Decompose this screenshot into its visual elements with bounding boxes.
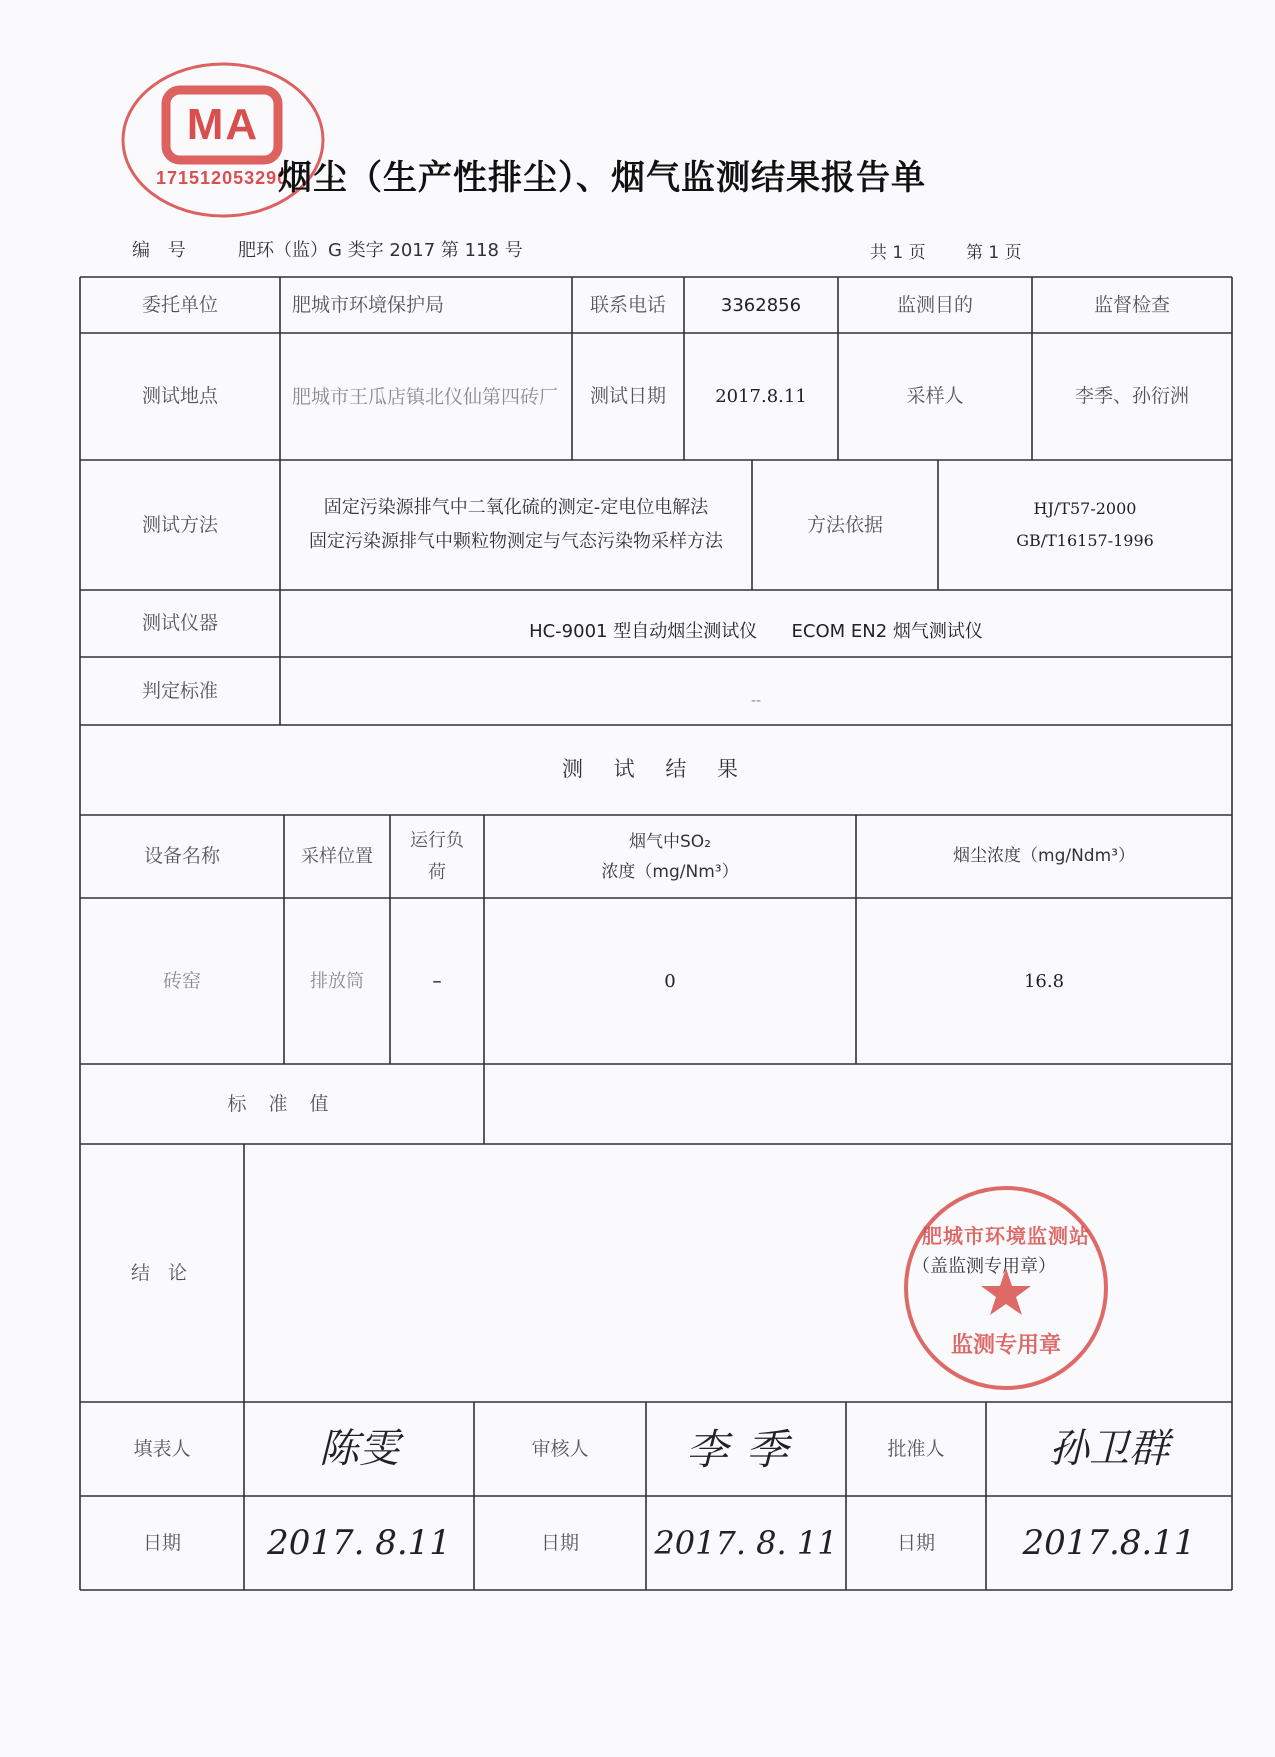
row-device: 砖窑 bbox=[162, 969, 201, 992]
col-device: 设备名称 bbox=[143, 845, 220, 868]
col-so2 bbox=[484, 815, 856, 898]
date-value-3: 2017.8.11 bbox=[1022, 1522, 1196, 1563]
report-number-value: 肥环（监）G 类字 2017 第 118 号 bbox=[238, 240, 523, 261]
phone-value: 3362856 bbox=[720, 294, 802, 316]
instrument-label: 测试仪器 bbox=[141, 612, 218, 635]
row-dust: 16.8 bbox=[1023, 970, 1065, 992]
purpose-label: 监测目的 bbox=[896, 293, 973, 316]
conclusion-label: 结 论 bbox=[130, 1261, 194, 1284]
purpose-value: 监督检查 bbox=[1093, 293, 1170, 316]
client-label: 委托单位 bbox=[141, 293, 218, 316]
total-pages: 共 1 页 bbox=[870, 243, 926, 263]
basis-line-1: HJ/T57-2000 bbox=[1033, 499, 1137, 518]
instrument-value: HC-9001 型自动烟尘测试仪 ECOM EN2 烟气测试仪 bbox=[529, 620, 983, 642]
row-so2: 0 bbox=[664, 970, 676, 992]
basis-line-2: GB/T16157-1996 bbox=[1016, 531, 1154, 550]
row-position: 排放筒 bbox=[310, 970, 364, 992]
site-label: 测试地点 bbox=[141, 385, 218, 408]
seal-note: （盖监测专用章） bbox=[912, 1256, 1056, 1277]
phone-label: 联系电话 bbox=[589, 293, 666, 316]
site-value: 肥城市王瓜店镇北仪仙第四砖厂 bbox=[292, 385, 559, 408]
reviewer-signature: 李季 bbox=[685, 1424, 806, 1474]
basis-values bbox=[938, 460, 1232, 590]
date-label-1: 日期 bbox=[142, 1531, 181, 1554]
cma-stamp-logo: MA bbox=[186, 100, 260, 149]
approver-signature: 孙卫群 bbox=[1049, 1426, 1169, 1472]
col-so2-line-2: 浓度（mg/Nm³） bbox=[601, 861, 739, 882]
filler-signature: 陈雯 bbox=[319, 1426, 399, 1472]
sampler-label: 采样人 bbox=[906, 385, 964, 408]
standard-value: -- bbox=[750, 692, 762, 709]
filler-label: 填表人 bbox=[133, 1437, 191, 1460]
page-title: 烟尘（生产性排尘）、烟气监测结果报告单 bbox=[278, 158, 926, 198]
client-value: 肥城市环境保护局 bbox=[292, 293, 445, 316]
basis-label: 方法依据 bbox=[806, 513, 883, 536]
method-values bbox=[280, 460, 752, 590]
seal-text-top: 肥城市环境监测站 bbox=[922, 1224, 1090, 1248]
sampler-value: 李季、孙衍洲 bbox=[1074, 385, 1189, 408]
standard-label: 判定标准 bbox=[141, 679, 218, 702]
method-line-2: 固定污染源排气中颗粒物测定与气态污染物采样方法 bbox=[309, 531, 723, 552]
reviewer-label: 审核人 bbox=[531, 1437, 589, 1460]
report-number-label: 编 号 bbox=[132, 240, 192, 261]
test-date-value: 2017.8.11 bbox=[715, 386, 807, 407]
page-number: 第 1 页 bbox=[966, 243, 1022, 263]
date-value-2: 2017. 8. 11 bbox=[654, 1524, 838, 1562]
col-so2-line-1: 烟气中SO₂ bbox=[629, 831, 711, 852]
method-label: 测试方法 bbox=[141, 513, 218, 536]
date-label-2: 日期 bbox=[540, 1531, 579, 1554]
monitoring-seal bbox=[896, 1178, 1116, 1398]
results-heading: 测 试 结 果 bbox=[561, 757, 751, 782]
date-value-1: 2017. 8.11 bbox=[267, 1522, 451, 1563]
col-dust: 烟尘浓度（mg/Ndm³） bbox=[953, 845, 1135, 866]
test-date-label: 测试日期 bbox=[589, 385, 666, 408]
seal-text-bottom: 监测专用章 bbox=[950, 1332, 1061, 1358]
approver-label: 批准人 bbox=[887, 1437, 945, 1460]
standard-row-label: 标 准 值 bbox=[227, 1092, 337, 1115]
col-load: 运行负荷 bbox=[410, 829, 464, 883]
row-load: – bbox=[432, 969, 442, 992]
method-line-1: 固定污染源排气中二氧化硫的测定-定电位电解法 bbox=[323, 497, 709, 518]
cma-stamp-number: 171512053290 bbox=[156, 168, 289, 188]
date-label-3: 日期 bbox=[896, 1531, 935, 1554]
col-position: 采样位置 bbox=[301, 846, 373, 867]
